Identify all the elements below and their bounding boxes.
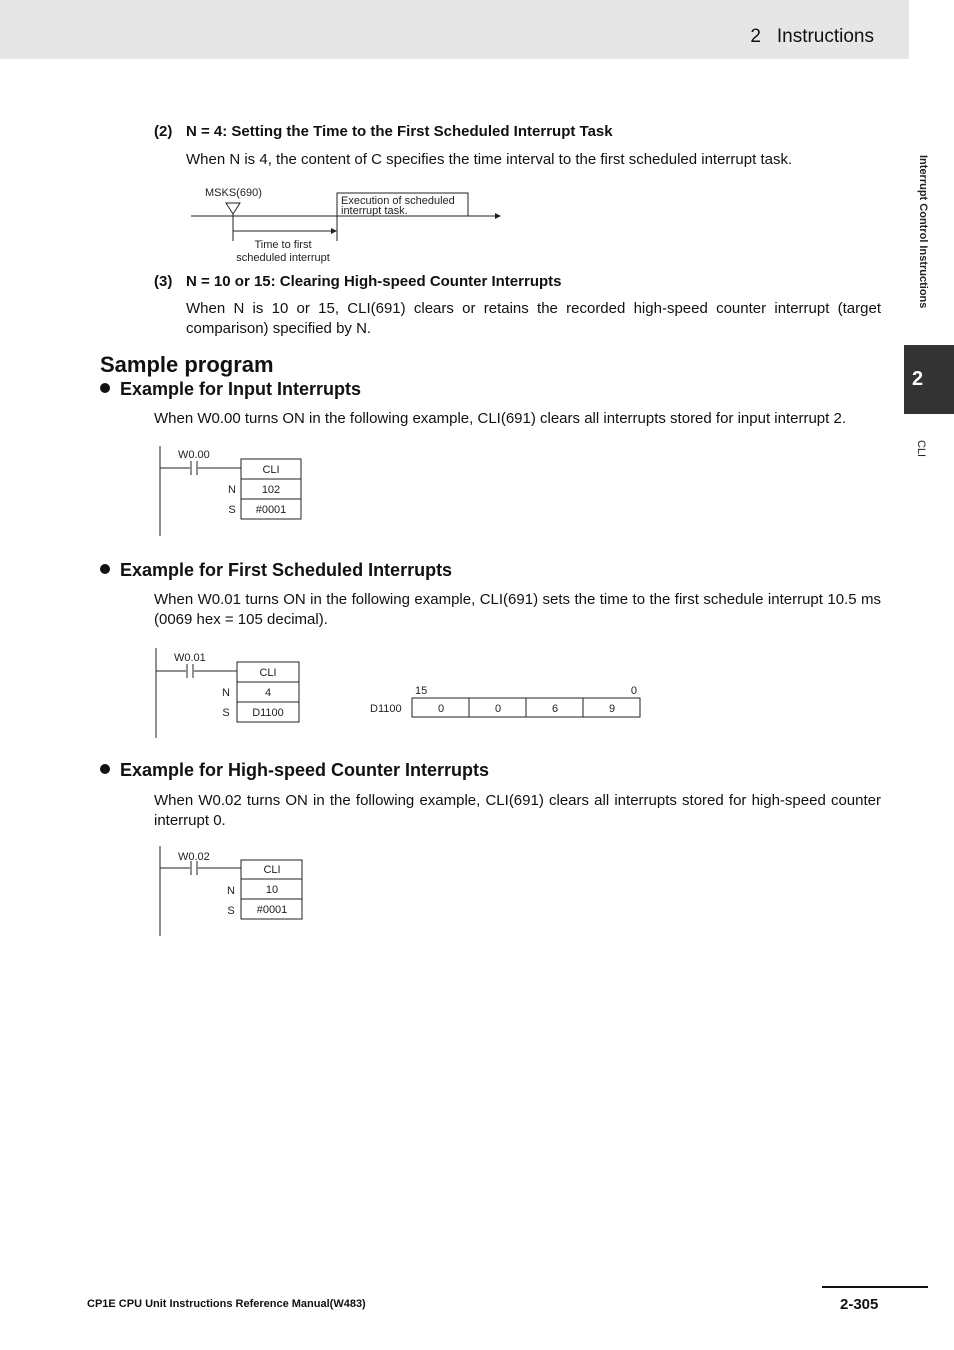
digit-cell: 0 xyxy=(437,703,445,715)
item-2-body: When N is 4, the content of C specifies the time interval to the first scheduled interrupt task. xyxy=(186,151,793,168)
chapter-tab: 2 xyxy=(904,345,954,414)
bullet-icon xyxy=(100,383,110,393)
digit-cell: 0 xyxy=(494,703,502,715)
contact-label: W0.00 xyxy=(178,449,210,461)
instruction-name: CLI xyxy=(262,464,280,476)
footer-page-number: 2-305 xyxy=(840,1296,879,1313)
interval-label-2: scheduled interrupt xyxy=(236,252,330,264)
instruction-name: CLI xyxy=(263,864,281,876)
bullet-icon xyxy=(100,764,110,774)
example-3-body: When W0.02 turns ON in the following example, CLI(691) clears all interrupts stored for high-speed counter interrupt 0. xyxy=(154,792,881,829)
footer-manual-title: CP1E CPU Unit Instructions Reference Manual(W483) xyxy=(87,1298,366,1310)
operand-s-value: #0001 xyxy=(255,504,287,516)
sample-program-title: Sample program xyxy=(100,352,274,377)
example-3-title: Example for High-speed Counter Interrupts xyxy=(120,760,490,780)
example-2-title: Example for First Scheduled Interrupts xyxy=(120,560,453,580)
execution-box-text-1: Execution of scheduled xyxy=(341,195,455,207)
operand-s-value: D1100 xyxy=(252,707,284,719)
trigger-triangle-icon xyxy=(226,203,240,214)
operand-n-label: N xyxy=(227,885,235,897)
word-contents-diagram xyxy=(365,682,650,722)
timing-instruction-label: MSKS(690) xyxy=(205,187,262,199)
example-2-body: When W0.01 turns ON in the following example, CLI(691) sets the time to the first schedule interrupt 10.5 ms (0069 hex = 105 decimal). xyxy=(154,591,881,628)
interval-arrow-head-icon xyxy=(331,228,337,234)
bullet-icon xyxy=(100,564,110,574)
operand-s-label: S xyxy=(222,707,230,719)
operand-n-label: N xyxy=(222,687,230,699)
chapter-title: Instructions xyxy=(776,26,874,47)
word-address-label: D1100 xyxy=(370,703,402,715)
bit-high-label: 15 xyxy=(415,685,428,697)
item-2-number: (2) xyxy=(154,123,173,140)
execution-box-text-2: interrupt task. xyxy=(341,205,408,217)
chapter-number: 2 xyxy=(750,26,761,47)
side-section-label: Interrupt Control Instructions xyxy=(917,155,929,309)
page-header-title xyxy=(750,26,874,48)
bit-low-label: 0 xyxy=(630,685,637,697)
item-3-body: When N is 10 or 15, CLI(691) clears or retains the recorded high-speed counter interrupt (target comparison) specified by N. xyxy=(186,300,881,337)
interval-label-1: Time to first xyxy=(254,239,312,251)
example-2-heading xyxy=(100,560,452,581)
example-3-heading xyxy=(100,760,489,781)
contact-label: W0.01 xyxy=(174,652,206,664)
operand-n-label: N xyxy=(228,484,236,496)
contact-label: W0.02 xyxy=(178,851,210,863)
example-1-heading xyxy=(100,379,361,400)
ladder-diagram-3 xyxy=(150,844,320,944)
operand-n-value: 4 xyxy=(264,687,272,699)
operand-s-value: #0001 xyxy=(256,904,288,916)
example-1-title: Example for Input Interrupts xyxy=(120,379,362,399)
ladder-diagram-2 xyxy=(146,646,316,746)
instruction-name: CLI xyxy=(259,667,277,679)
example-1-body: When W0.00 turns ON in the following example, CLI(691) clears all interrupts stored for input interrupt 2. xyxy=(154,410,846,427)
operand-n-value: 102 xyxy=(261,484,281,496)
item-3-number: (3) xyxy=(154,273,173,290)
timing-diagram xyxy=(185,183,505,268)
item-3-title: N = 10 or 15: Clearing High-speed Counter Interrupts xyxy=(186,273,562,290)
digit-cell: 9 xyxy=(608,703,616,715)
operand-s-label: S xyxy=(228,504,236,516)
footer-rule xyxy=(822,1286,928,1288)
side-instruction-label: CLI xyxy=(915,440,927,458)
operand-n-value: 10 xyxy=(265,884,279,896)
time-axis-arrow-icon xyxy=(495,213,501,219)
item-2-title: N = 4: Setting the Time to the First Scheduled Interrupt Task xyxy=(186,123,613,140)
operand-s-label: S xyxy=(227,905,235,917)
ladder-diagram-1 xyxy=(150,443,320,543)
digit-cell: 6 xyxy=(551,703,559,715)
